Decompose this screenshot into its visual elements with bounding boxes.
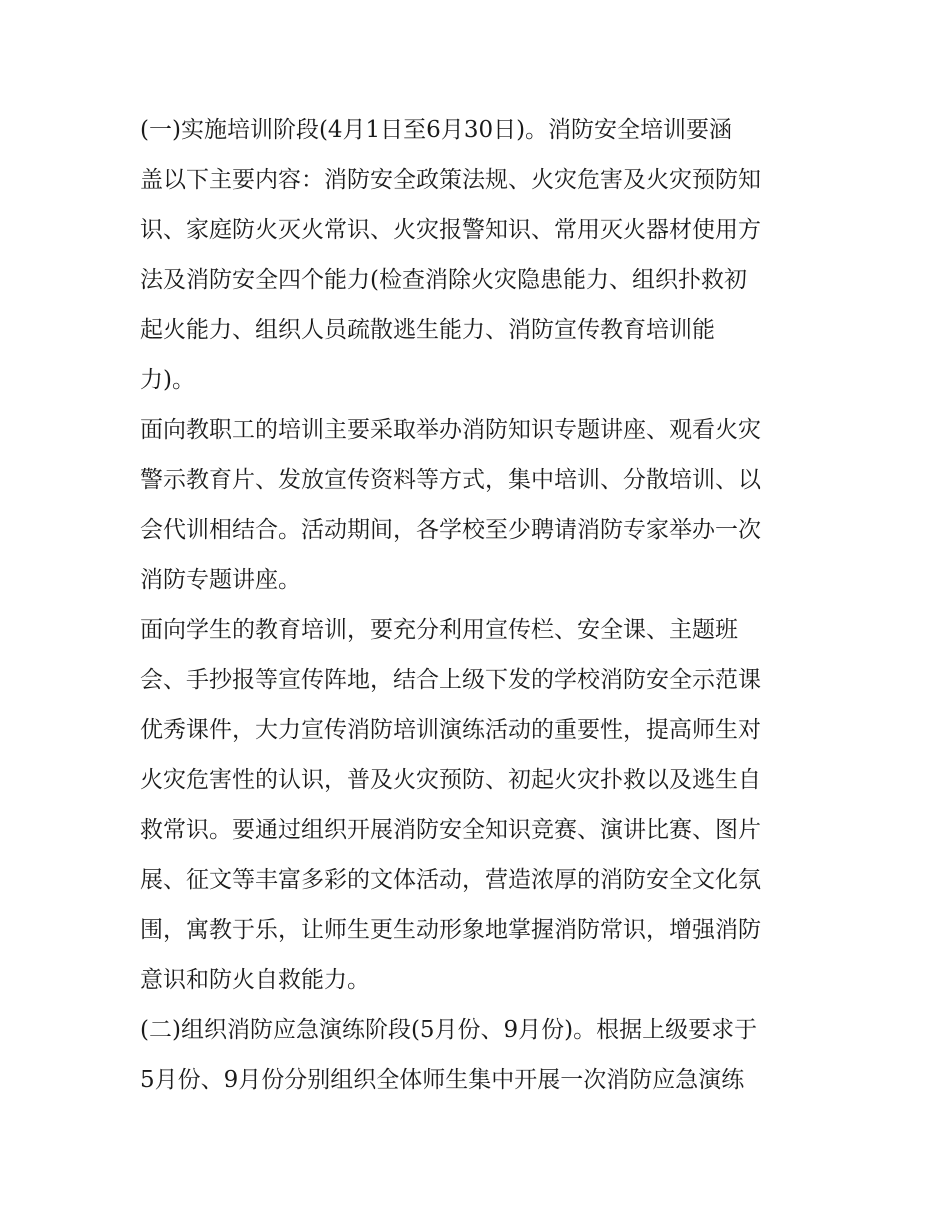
text-line: 展、征文等丰富多彩的文体活动，营造浓厚的消防安全文化氛 [140, 867, 761, 893]
text-line: 5月份、9月份分别组织全体师生集中开展一次消防应急演练 [140, 1067, 745, 1093]
text-line: 起火能力、组织人员疏散逃生能力、消防宣传教育培训能 [140, 317, 715, 343]
text-line: 会代训相结合。活动期间，各学校至少聘请消防专家举办一次 [140, 517, 761, 543]
document-body [140, 113, 820, 1113]
text-line: 识、家庭防火灭火常识、火灾报警知识、常用灭火器材使用方 [140, 217, 761, 243]
text-line: 盖以下主要内容：消防安全政策法规、火灾危害及火灾预防知 [140, 167, 761, 193]
text-line: 救常识。要通过组织开展消防安全知识竞赛、演讲比赛、图片 [140, 817, 761, 843]
text-line: 消防专题讲座。 [140, 567, 301, 593]
text-line: 围，寓教于乐，让师生更生动形象地掌握消防常识，增强消防 [140, 917, 761, 943]
text-line: 面向学生的教育培训，要充分利用宣传栏、安全课、主题班 [140, 617, 738, 643]
text-line: (一)实施培训阶段(4月1日至6月30日)。消防安全培训要涵 [140, 117, 733, 143]
text-line: 意识和防火自救能力。 [140, 967, 370, 993]
text-line: 火灾危害性的认识，普及火灾预防、初起火灾扑救以及逃生自 [140, 767, 761, 793]
text-line: 会、手抄报等宣传阵地，结合上级下发的学校消防安全示范课 [140, 667, 761, 693]
text-line: 法及消防安全四个能力(检查消除火灾隐患能力、组织扑救初 [140, 267, 747, 293]
text-line: 面向教职工的培训主要采取举办消防知识专题讲座、观看火灾 [140, 417, 761, 443]
text-line: 优秀课件，大力宣传消防培训演练活动的重要性，提高师生对 [140, 717, 761, 743]
text-line: 警示教育片、发放宣传资料等方式，集中培训、分散培训、以 [140, 467, 761, 493]
text-line: 力)。 [140, 367, 195, 393]
text-line: (二)组织消防应急演练阶段(5月份、9月份)。根据上级要求于 [140, 1017, 758, 1043]
